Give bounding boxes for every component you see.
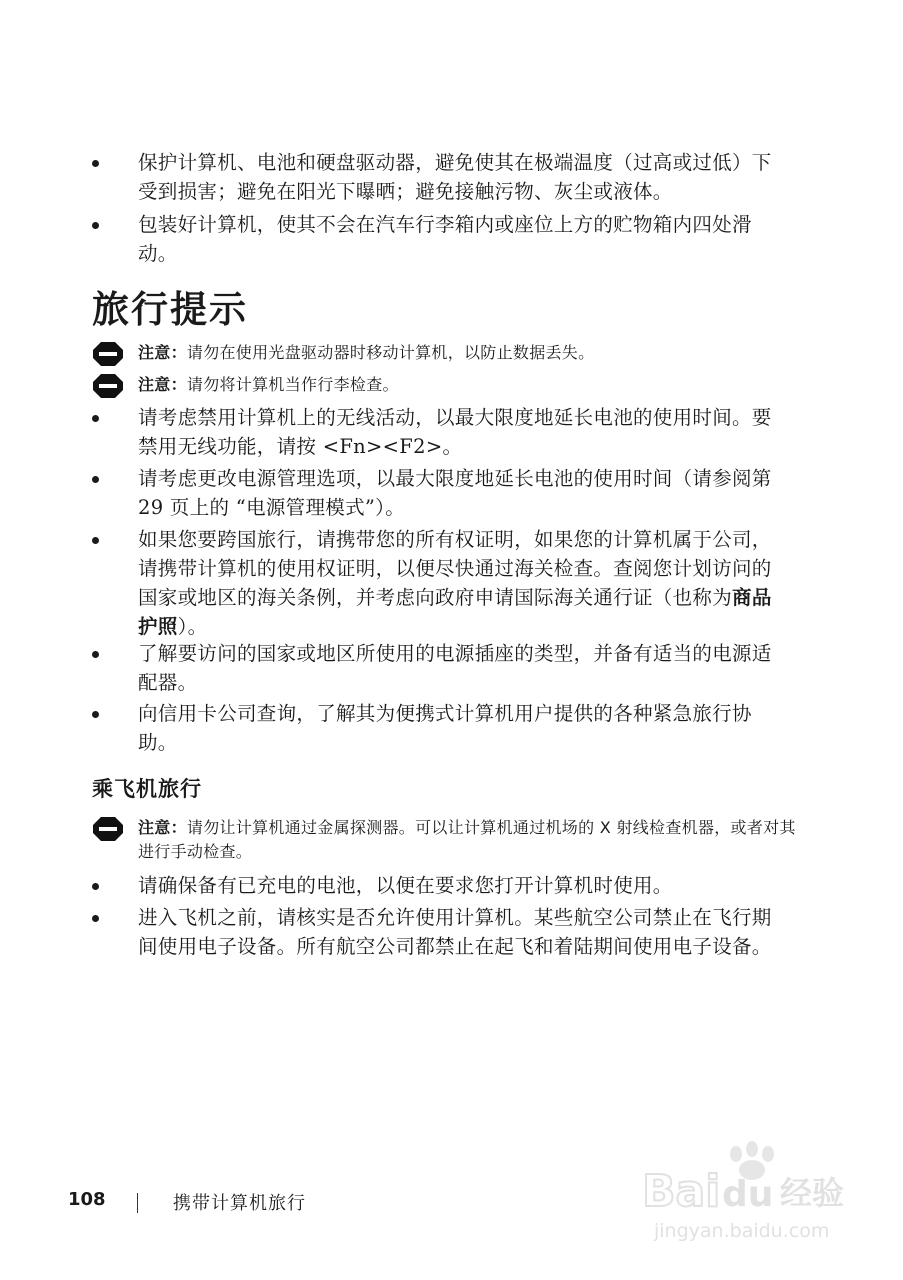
- bullet-text: 包装好计算机，使其不会在汽车行李箱内或座位上方的贮物箱内四处滑动。: [138, 213, 752, 265]
- notice-icon: [92, 816, 124, 842]
- bullet-text-tail: ）。: [177, 615, 208, 638]
- bullet-text: 请考虑禁用计算机上的无线活动，以最大限度地延长电池的使用时间。要禁用无线功能，请按 <Fn><F2>。: [138, 406, 772, 458]
- svg-text:jingyan.baidu.com: jingyan.baidu.com: [654, 1220, 830, 1242]
- svg-text:经验: 经验: [780, 1174, 845, 1212]
- bullet-dot: [92, 415, 99, 422]
- notice-label: 注意：: [138, 375, 187, 394]
- notice-body: 请勿将计算机当作行李检查。: [186, 375, 399, 394]
- baidu-jingyan-watermark: [640, 1140, 870, 1245]
- bullet-dot: [92, 537, 99, 544]
- bullet-dot: [92, 222, 99, 229]
- svg-text:Bai: Bai: [642, 1166, 721, 1217]
- bullet-dot: [92, 160, 99, 167]
- bullet-text: 请考虑更改电源管理选项，以最大限度地延长电池的使用时间（请参阅第 29 页上的 “电源管理模式”）。: [138, 467, 772, 519]
- bullet-text-main: 如果您要跨国旅行，请携带您的所有权证明，如果您的计算机属于公司，请携带计算机的使用权证明，以便尽快通过海关检查。查阅您计划访问的国家或地区的海关条例，并考虑向政府申请国际海关通行证（也称为: [138, 528, 772, 609]
- bullet-text: 向信用卡公司查询，了解其为便携式计算机用户提供的各种紧急旅行协助。: [138, 702, 752, 754]
- page-number: 108: [68, 1189, 106, 1210]
- bullet-dot: [92, 711, 99, 718]
- notice-icon: [92, 341, 124, 367]
- notice-text: [138, 373, 798, 397]
- notice-body: 请勿在使用光盘驱动器时移动计算机，以防止数据丢失。: [186, 343, 595, 362]
- footer-divider: [137, 1193, 138, 1213]
- bullet-text: 保护计算机、电池和硬盘驱动器，避免使其在极端温度（过高或过低）下受到损害；避免在阳光下曝晒；避免接触污物、灰尘或液体。: [138, 151, 772, 203]
- bullet-dot: [92, 476, 99, 483]
- bullet-dot: [92, 915, 99, 922]
- notice-label: 注意：: [138, 343, 187, 362]
- section-heading: 旅行提示: [92, 288, 248, 331]
- bullet-text: 进入飞机之前，请核实是否允许使用计算机。某些航空公司禁止在飞行期间使用电子设备。所有航空公司都禁止在起飞和着陆期间使用电子设备。: [138, 906, 772, 958]
- notice-text: [138, 341, 798, 365]
- chapter-title: 携带计算机旅行: [173, 1193, 306, 1214]
- bullet-text: 了解要访问的国家或地区所使用的电源插座的类型，并备有适当的电源适配器。: [138, 642, 772, 694]
- bullet-dot: [92, 883, 99, 890]
- bullet-dot: [92, 651, 99, 658]
- notice-text: [138, 816, 798, 864]
- notice-label: 注意：: [138, 818, 187, 837]
- bold-term: 商品护照: [138, 586, 772, 638]
- notice-icon: [92, 373, 124, 399]
- bullet-text: 请确保备有已充电的电池，以便在要求您打开计算机时使用。: [138, 874, 673, 897]
- notice-body: 请勿让计算机通过金属探测器。可以让计算机通过机场的 X 射线检查机器，或者对其进行手动检查。: [138, 818, 796, 861]
- svg-text:du: du: [722, 1174, 774, 1215]
- subsection-heading: 乘飞机旅行: [92, 777, 202, 801]
- bullet-text: [138, 525, 788, 641]
